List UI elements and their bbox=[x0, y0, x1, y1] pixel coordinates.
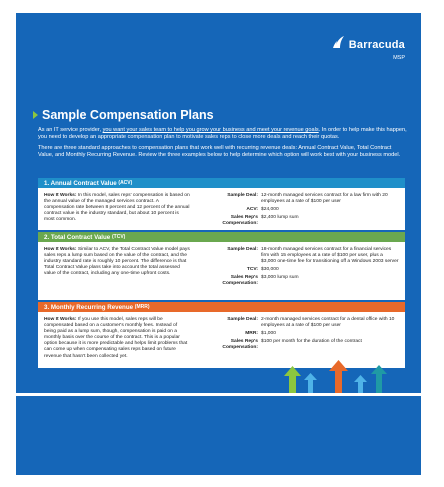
brand-name: Barracuda bbox=[348, 38, 405, 51]
intro-paragraph-2: There are three standard approaches to compensation plans that work well with recurring revenue deals: Annual Contract Value, Total Contract Value, and Monthly Recurring Revenue. Review the three examples below to help determine which option will work best with your business model. bbox=[38, 145, 401, 158]
document-page bbox=[16, 13, 421, 475]
title-row bbox=[33, 108, 214, 122]
bottom-band bbox=[16, 396, 421, 475]
deal-details: Sample Deal: 18-month managed services contract for a financial services firm with 15 employees at a rate of $100 per user, plus a $3,000 one-time fee for transitioning off a Windows 2003 server TCV: $30,000 Sales Rep's Compensation: $3,000 lump sum bbox=[222, 247, 399, 287]
arrow-lightblue-icon bbox=[354, 375, 367, 395]
deal-details: Sample Deal: 12-month managed services contract for a law firm with 20 employees at a rate of $100 per user ACV: $24,000 Sales Rep's Compensation: $2,400 lump sum bbox=[222, 193, 388, 227]
intro-text bbox=[38, 127, 408, 163]
section-mrr bbox=[38, 302, 405, 368]
section-body bbox=[38, 242, 405, 300]
brand-logo bbox=[332, 35, 405, 61]
triangle-bullet-icon bbox=[33, 111, 38, 119]
how-it-works: How It Works: Similar to ACV, the Total Contract Value model pays sales reps a lump sum based on the value of the contract, and the industry standard rate is roughly 10 percent. The difference is that Total Contract Value plans take into account the total assessed value of the contract, including any one-time upfront costs. bbox=[44, 247, 190, 277]
how-it-works: How It Works: If you use this model, sales reps will be compensated based on a customer's monthly fees. Instead of being paid as a lump sum, though, compensation is paid on a monthly basis over the course of the contract. This is a popular option because it is more predictable and helps limit problems that can come up when compensating sales reps based on future revenue that hasn't been collected yet. bbox=[44, 317, 188, 359]
section-header: 1. Annual Contract Value (ACV) bbox=[38, 178, 405, 188]
section-header: 3. Monthly Recurring Revenue (MRR) bbox=[38, 302, 405, 312]
page-title: Sample Compensation Plans bbox=[42, 108, 214, 122]
how-it-works: How It Works: In this model, sales reps' compensation is based on the annual value of the managed services contract. A compensation rate between 8 percent and 12 percent of the annual contract value is the industry standard, but about 10 percent is most common. bbox=[44, 193, 190, 223]
section-body bbox=[38, 188, 405, 230]
arrow-green-icon bbox=[284, 366, 301, 395]
section-acv bbox=[38, 178, 405, 230]
brand-sub: MSP bbox=[393, 55, 405, 61]
section-body bbox=[38, 312, 405, 368]
intro-link[interactable]: you want your sales team to help you grow your business and meet your revenue goals bbox=[102, 127, 319, 133]
section-header: 2. Total Contract Value (TCV) bbox=[38, 232, 405, 242]
deal-details: Sample Deal: 2-month managed services contract for a dental office with 10 employees at a rate of $100 per user MRR: $1,000 Sales Rep's Compensation: $100 per month for the duration of the contract bbox=[222, 317, 395, 351]
intro-paragraph-1: As an IT service provider, you want your sales team to help you grow your business and meet your revenue goals. In order to help make this happen, you need to develop an appropriate compensation plan to motivate sales reps to close more deals and reach their quotas. bbox=[38, 127, 407, 140]
section-tcv bbox=[38, 232, 405, 300]
barracuda-sail-icon bbox=[332, 35, 346, 54]
arrow-teal2-icon bbox=[371, 365, 387, 395]
arrow-teal-icon bbox=[304, 373, 317, 395]
